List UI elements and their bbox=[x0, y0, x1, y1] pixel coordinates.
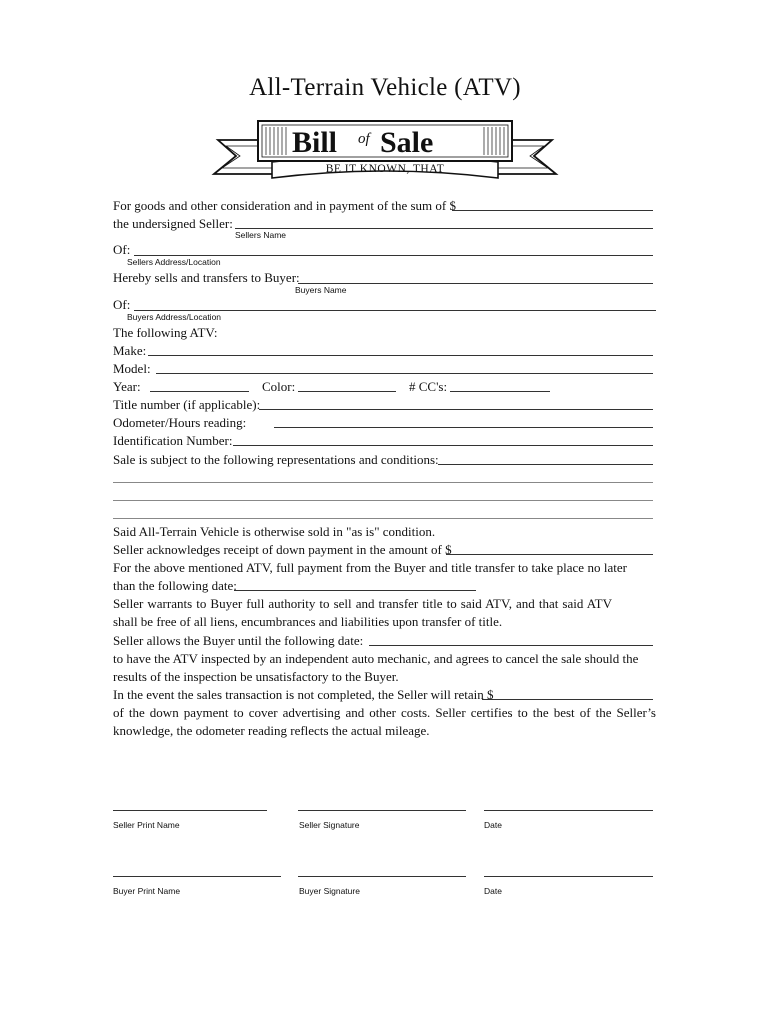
odometer-knowledge-text: knowledge, the odometer reading reflects the actual mileage. bbox=[113, 723, 430, 738]
banner-bill-word: Bill bbox=[292, 126, 338, 159]
full-payment-text: For the above mentioned ATV, full payment from the Buyer and title transfer to take place no later bbox=[113, 560, 627, 575]
sellers-address-label: Sellers Address/Location bbox=[127, 257, 221, 267]
undersigned-seller-text: the undersigned Seller: bbox=[113, 216, 233, 231]
banner-subtitle: BE IT KNOWN, THAT bbox=[325, 163, 445, 175]
sells-to-buyer-text: Hereby sells and transfers to Buyer: bbox=[113, 270, 300, 285]
buyer-print-name-field[interactable] bbox=[113, 876, 281, 877]
banner-of-word: of bbox=[358, 131, 370, 147]
representations-field-4[interactable] bbox=[113, 518, 653, 519]
full-payment-date-field[interactable] bbox=[234, 590, 476, 591]
seller-signature-label: Seller Signature bbox=[299, 820, 360, 830]
not-completed-text: In the event the sales transaction is not completed, the Seller will retain $ bbox=[113, 687, 494, 702]
inspected-text: to have the ATV inspected by an independent auto mechanic, and agrees to cancel the sale should the bbox=[113, 651, 639, 666]
color-label: Color: bbox=[262, 379, 296, 394]
following-atv-text: The following ATV: bbox=[113, 325, 218, 340]
make-field[interactable] bbox=[148, 355, 653, 356]
seller-date-label: Date bbox=[484, 820, 502, 830]
document-title: All-Terrain Vehicle (ATV) bbox=[249, 74, 521, 101]
buyer-address-field[interactable] bbox=[134, 310, 656, 311]
ccs-label: # CC's: bbox=[409, 379, 448, 394]
down-payment-cover-text: of the down payment to cover advertising and other costs. Seller certifies to the best of the Seller’s bbox=[113, 705, 656, 720]
buyer-name-field[interactable] bbox=[298, 283, 653, 284]
representations-field-2[interactable] bbox=[113, 482, 653, 483]
free-of-liens-text: shall be free of all liens, encumbrances and liabilities upon transfer of title. bbox=[113, 614, 503, 629]
sellers-name-label: Sellers Name bbox=[235, 230, 287, 240]
representations-field-1[interactable] bbox=[438, 464, 653, 465]
down-payment-text: Seller acknowledges receipt of down payment in the amount of $ bbox=[113, 542, 452, 557]
representations-label: Sale is subject to the following representations and conditions: bbox=[113, 452, 439, 467]
title-number-label: Title number (if applicable): bbox=[113, 397, 261, 412]
buyers-address-label: Buyers Address/Location bbox=[127, 312, 222, 322]
buyers-name-label: Buyers Name bbox=[295, 285, 347, 295]
full-payment-date-text: than the following date: bbox=[113, 578, 237, 593]
odometer-label: Odometer/Hours reading: bbox=[113, 415, 247, 430]
buyer-print-name-label: Buyer Print Name bbox=[113, 886, 181, 896]
identification-label: Identification Number: bbox=[113, 433, 233, 448]
year-field[interactable] bbox=[150, 391, 249, 392]
inspection-date-field[interactable] bbox=[369, 645, 653, 646]
ccs-field[interactable] bbox=[450, 391, 550, 392]
allows-buyer-text: Seller allows the Buyer until the following date: bbox=[113, 633, 364, 648]
warrants-text: Seller warrants to Buyer full authority to sell and transfer title to said ATV, and that said ATV bbox=[113, 596, 612, 611]
title-number-field[interactable] bbox=[259, 409, 653, 410]
bill-of-sale-banner bbox=[210, 118, 560, 184]
of-buyer-label: Of: bbox=[113, 297, 131, 312]
of-seller-label: Of: bbox=[113, 242, 131, 257]
inspection-results-text: results of the inspection be unsatisfactory to the Buyer. bbox=[113, 669, 399, 684]
buyer-date-label: Date bbox=[484, 886, 502, 896]
year-label: Year: bbox=[113, 379, 141, 394]
seller-print-name-label: Seller Print Name bbox=[113, 820, 180, 830]
seller-name-field[interactable] bbox=[235, 228, 653, 229]
payment-sum-field[interactable] bbox=[452, 210, 653, 211]
seller-signature-field[interactable] bbox=[298, 810, 466, 811]
model-field[interactable] bbox=[156, 373, 653, 374]
seller-print-name-field[interactable] bbox=[113, 810, 267, 811]
as-is-text: Said All-Terrain Vehicle is otherwise sold in "as is" condition. bbox=[113, 524, 436, 539]
color-field[interactable] bbox=[298, 391, 396, 392]
down-payment-field[interactable] bbox=[446, 554, 653, 555]
seller-address-field[interactable] bbox=[134, 255, 653, 256]
banner-sale-word: Sale bbox=[380, 126, 434, 159]
representations-field-3[interactable] bbox=[113, 500, 653, 501]
odometer-field[interactable] bbox=[274, 427, 653, 428]
buyer-signature-field[interactable] bbox=[298, 876, 466, 877]
goods-consideration-text: For goods and other consideration and in payment of the sum of $ bbox=[113, 198, 456, 213]
retained-amount-field[interactable] bbox=[482, 699, 653, 700]
make-label: Make: bbox=[113, 343, 147, 358]
identification-field[interactable] bbox=[233, 445, 653, 446]
seller-date-field[interactable] bbox=[484, 810, 653, 811]
model-label: Model: bbox=[113, 361, 151, 376]
buyer-date-field[interactable] bbox=[484, 876, 653, 877]
buyer-signature-label: Buyer Signature bbox=[299, 886, 360, 896]
